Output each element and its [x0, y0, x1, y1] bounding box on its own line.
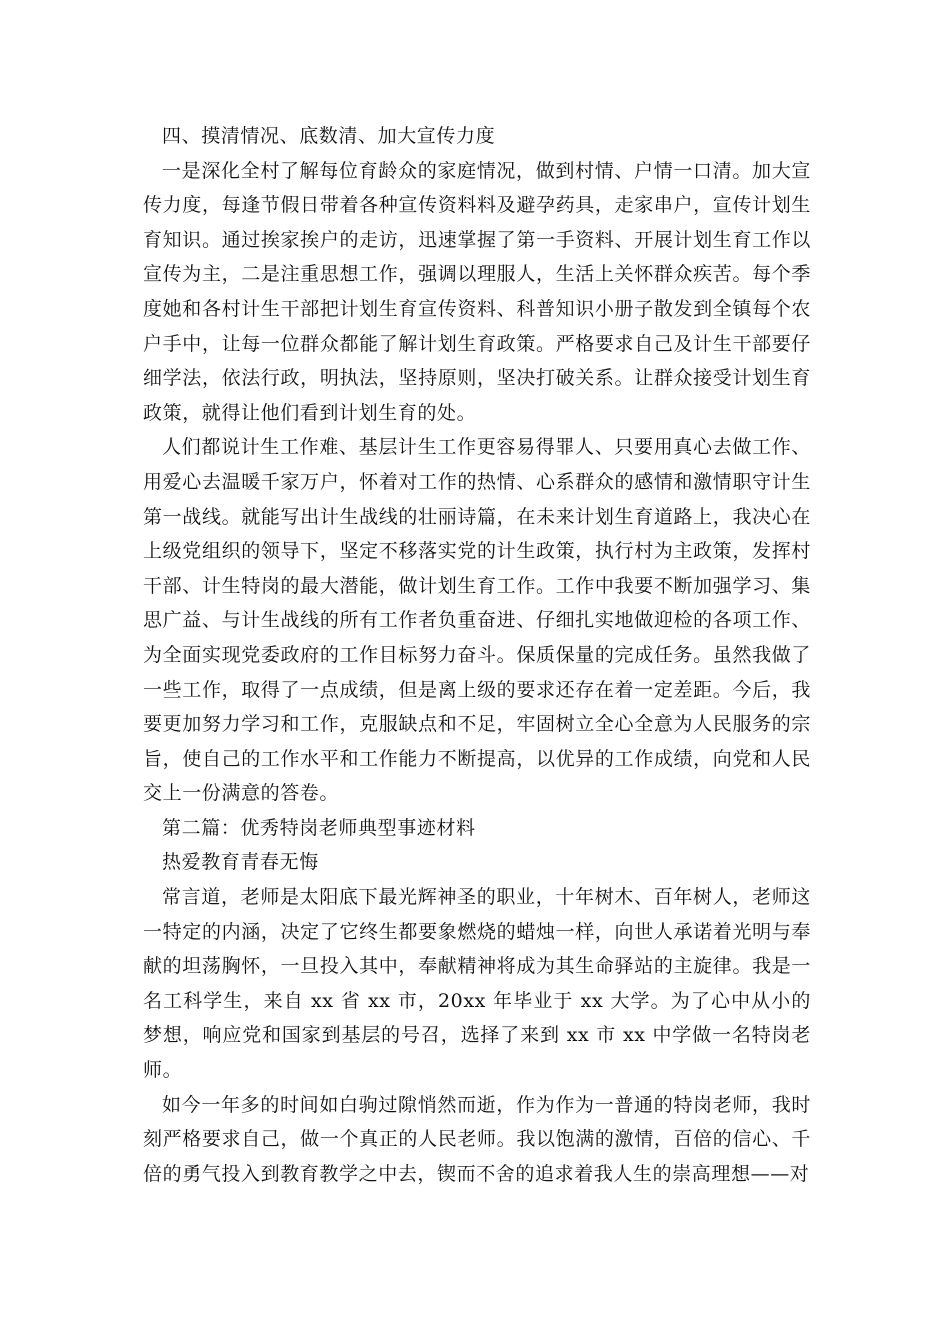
part-title: 第二篇：优秀特岗老师典型事迹材料 — [162, 816, 476, 839]
paragraph-commitment: 人们都说计生工作难、基层计生工作更容易得罪人、只要用真心去做工作、用爱心去温暖千家万户，怀着对工作的热情、心系群众的感情和激情职守计生第一战线。就能写出计生战线的壮丽诗篇，在未来计划生育道路上，我决心在上级党组织的领导下，坚定不移落实党的计生政策，执行村为主政策，发挥村干部、计生特岗的最大潜能，做计划生育工作。工作中我要不断加强学习、集思广益、与计生战线的所有工作者负重奋进、仔细扎实地做迎检的各项工作、为全面实现党委政府的工作目标努力奋斗。保质保量的完成任务。虽然我做了一些工作，取得了一点成绩，但是离上级的要求还存在着一定差距。今后，我要更加努力学习和工作，克服缺点和不足，牢固树立全心全意为人民服务的宗旨，使自己的工作水平和工作能力不断提高，以优异的工作成绩，向党和人民交上一份满意的答卷。 — [143, 436, 811, 805]
paragraph-introduction: 常言道，老师是太阳底下最光辉神圣的职业，十年树木、百年树人，老师这一特定的内涵，决定了它终生都要象燃烧的蜡烛一样，向世人承诺着光明与奉献的坦荡胸怀，一旦投入其中，奉献精神将成为其生命驿站的主旋律。我是一名工科学生，来自 xx 省 xx 市，20xx 年毕业于 xx 大学。为了心中从小的梦想，响应党和国家到基层的号召，选择了来到 xx 市 xx 中学做一名特岗老师。 — [143, 886, 811, 1082]
paragraph-experience: 如今一年多的时间如白驹过隙悄然而逝，作为作为一普通的特岗老师，我时刻严格要求自己，做一个真正的人民老师。我以饱满的激情，百倍的信心、千倍的勇气投入到教育教学之中去，锲而不舍的追求着我人生的崇高理想——对 — [143, 1093, 811, 1185]
subtitle: 热爱教育青春无悔 — [162, 851, 319, 874]
document-body — [143, 119, 811, 1191]
paragraph-publicity: 一是深化全村了解每位育龄众的家庭情况，做到村情、户情一口清。加大宣传力度，每逢节假日带着各种宣传资料料及避孕药具，走家串户，宣传计划生育知识。通过挨家挨户的走访，迅速掌握了第一手资料、开展计划生育工作以宣传为主，二是注重思想工作，强调以理服人，生活上关怀群众疾苦。每个季度她和各村计生干部把计划生育宣传资料、科普知识小册子散发到全镇每个农户手中，让每一位群众都能了解计划生育政策。严格要求自己及计生干部要仔细学法，依法行政，明执法，坚持原则，坚决打破关系。让群众接受计划生育政策，就得让他们看到计划生育的处。 — [143, 159, 811, 424]
section-heading: 四、摸清情况、底数清、加大宣传力度 — [162, 125, 496, 147]
